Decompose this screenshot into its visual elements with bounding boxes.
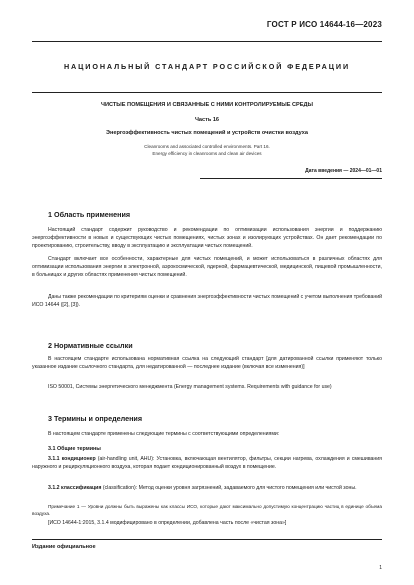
footer-rule <box>32 539 382 540</box>
english-title-line1: Cleanrooms and associated controlled environments. Part 16. <box>144 144 270 149</box>
official-edition-label: Издание официальное <box>32 544 96 550</box>
introduction-date: Дата введения — 2024—01—01 <box>305 168 382 174</box>
term-3-1-2-label: 3.1.2 классификация <box>48 485 102 491</box>
document-part: Часть 16 <box>194 117 220 123</box>
document-code: ГОСТ Р ИСО 14644-16—2023 <box>266 20 382 29</box>
section-2-heading: 2 Нормативные ссылки <box>48 341 133 350</box>
section-1-paragraph-2: Стандарт включает все особенности, характерные для чистых помещений, и может использоваться в различных областях для оптимизации использования энергии в электронной, аэрокосмической, ядерной, фармацевтической, медицинской, пищевой промышленности, в больницах и других областях применения чистых помещений. <box>32 256 382 279</box>
term-note: Примечание 1 — Уровни должны быть выражены как классы ИСО, которые дают максимально допустимую концентрацию частиц в единице объема воздуха. <box>32 504 382 517</box>
top-rule <box>32 41 382 42</box>
title-rule <box>32 92 382 93</box>
document-title: ЧИСТЫЕ ПОМЕЩЕНИЯ И СВЯЗАННЫЕ С НИМИ КОНТРОЛИРУЕМЫЕ СРЕДЫ <box>101 102 313 108</box>
subsection-3-1-heading: 3.1 Общие термины <box>48 446 101 452</box>
term-3-1-1 <box>32 455 382 471</box>
term-3-1-1-definition: (air-handling unit, AHU): Установка, включающая вентилятор, фильтры, секции нагрева, охлаждения и смешивания наружного и рециркуляционного воздуха, которая подает кондиционированный воздух в помещение. <box>32 456 382 471</box>
section-2-paragraph-1: В настоящем стандарте использована нормативная ссылка на следующий стандарт [для датированной ссылки применяют только указанное издание ссылочного стандарта, для недатированной — последнее издание (включая все изменения)] <box>32 356 382 371</box>
section-2-reference: ISO 50001, Системы энергетического менеджмента (Energy management systems. Requirements with guidance for use) <box>48 384 332 390</box>
page-number: 1 <box>379 565 382 571</box>
section-1-paragraph-1: Настоящий стандарт содержит руководство и рекомендации по оптимизации использования энергии и поддержанию энергоэффективности в новых и существующих чистых помещениях, чистых зонах и изолирующих устройствах. Он дает рекомендации по проектированию, строительству, вводу в эксплуатацию и эксплуатации чистых помещений. <box>32 227 382 250</box>
term-source-reference: [ИСО 14644-1:2015, 3.1.4 модифицировано в определении, добавлена часть после «чистая зона»] <box>48 520 287 526</box>
term-3-1-1-label: 3.1.1 кондиционер <box>48 456 96 462</box>
english-title-line2: Energy efficiency in cleanrooms and clean air devices <box>152 151 262 156</box>
national-standard-label: НАЦИОНАЛЬНЫЙ СТАНДАРТ РОССИЙСКОЙ ФЕДЕРАЦИИ <box>63 62 351 71</box>
section-3-paragraph-1: В настоящем стандарте применены следующие термины с соответствующими определениями: <box>48 431 280 437</box>
date-rule <box>200 178 382 179</box>
document-subtitle: Энергоэффективность чистых помещений и устройств очистки воздуха <box>105 130 309 136</box>
section-1-paragraph-3: Даны также рекомендации по критериям оценки и сравнения энергоэффективности чистых помещений с учетом выполнения требований ИСО 14644 ([2], [3]). <box>32 294 382 309</box>
section-1-heading: 1 Область применения <box>48 210 131 219</box>
term-3-1-2-definition: (classification): Метод оценки уровня загрязнений, задаваемого для чистого помещения или чистой зоны. <box>101 485 357 491</box>
term-3-1-2 <box>32 484 382 492</box>
section-3-heading: 3 Термины и определения <box>48 414 143 423</box>
